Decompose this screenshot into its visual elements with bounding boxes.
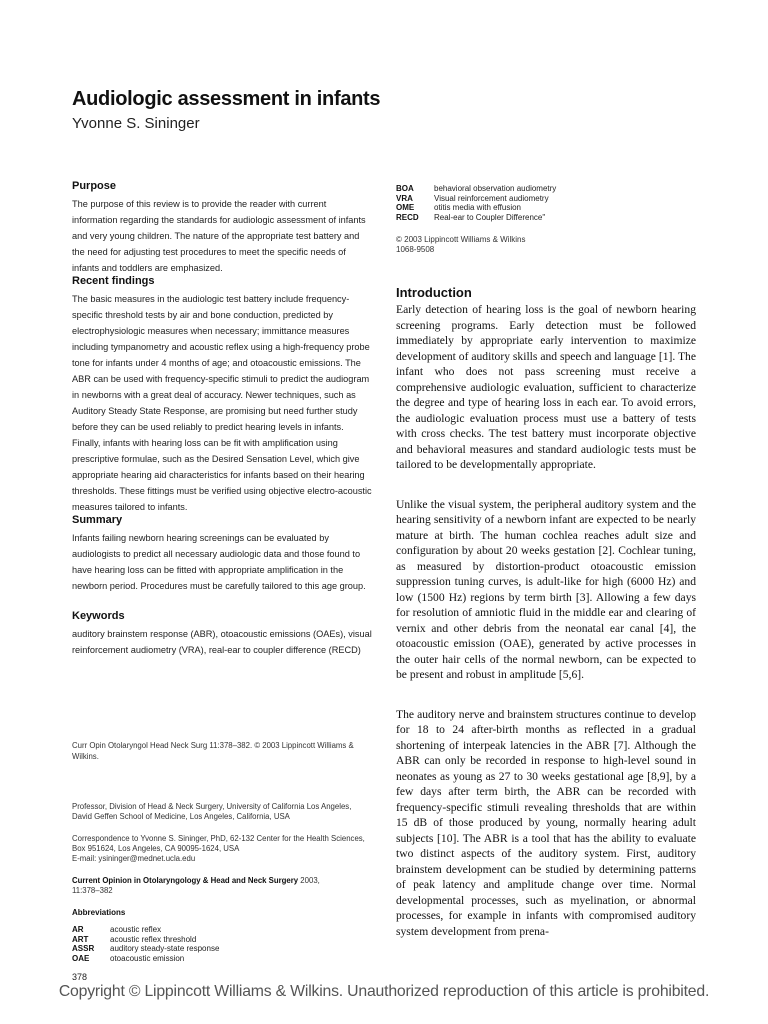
abbreviation-row bbox=[396, 213, 556, 223]
article-author: Yvonne S. Sininger bbox=[72, 115, 200, 132]
abbreviation-meaning: otoacoustic emission bbox=[110, 953, 185, 963]
abbreviation-code: VRA bbox=[396, 193, 413, 203]
citation-line: Curr Opin Otolaryngol Head Neck Surg 11:378–382. © 2003 Lippincott Williams & Wilkins. bbox=[72, 741, 354, 761]
abbreviation-code: AR bbox=[72, 925, 84, 934]
abbreviation-row bbox=[396, 194, 556, 204]
findings-text: The basic measures in the audiologic test battery include frequency-specific threshold tests by air and bone conduction, predicted by electrophysiologic measures when necessary; immittance measures including tympanometry and acoustic reflex using a high-frequency probe tone for infants under 4 months of age; and otoacoustic emissions. The ABR can be used with frequency-specific stimuli to predict the audiogram in newborns with a great deal of accuracy. Newer techniques, such as Auditory Steady State Response, are promising but need further study before they can be used reliably to predict hearing levels in infants. Finally, infants with hearing loss can be fit with amplification using prescriptive formulae, such as the Desired Sensation Level, which give appropriate hearing aid characteristics for infants based on their hearing thresholds. These fittings must be verified using objective electro-acoustic measures tailored to infants. bbox=[72, 294, 372, 512]
abbreviation-meaning: auditory steady-state response bbox=[110, 944, 220, 953]
abbreviation-code: OAE bbox=[72, 953, 90, 963]
abstract-column bbox=[72, 180, 372, 658]
abbreviation-code: ASSR bbox=[72, 944, 95, 953]
abbreviation-row bbox=[396, 203, 556, 213]
abbreviation-code: ART bbox=[72, 934, 89, 944]
findings-heading: Recent findings bbox=[72, 275, 155, 287]
abbreviation-code: OME bbox=[396, 203, 415, 212]
author-affiliation: Professor, Division of Head & Neck Surgery, University of California Los Angeles, David Geffen School of Medicine, Los Angeles, California, USA bbox=[72, 802, 352, 821]
body-paragraph: Early detection of hearing loss is the goal of newborn hearing screening programs. Early detection must be followed immediately by appropriate early intervention to maximize development of auditory skills and speech and language [1]. The infant who does not pass screening must receive a comprehensive audiologic evaluation, sufficient to characterize the degree and type of hearing loss in each ear. To avoid errors, the audiologic evaluation process must use a battery of tests with cross checks. The test battery must incorporate objective and behavioral measures and standard audiologic tests must be tailored to be developmentally appropriate. bbox=[396, 303, 696, 471]
abbreviation-meaning: acoustic reflex threshold bbox=[110, 934, 197, 944]
abbreviation-meaning: behavioral observation audiometry bbox=[434, 184, 557, 193]
abbreviations-list-right bbox=[396, 184, 556, 222]
copyright-notice-footer: Copyright © Lippincott Williams & Wilkins. Unauthorized reproduction of this article is prohibited. bbox=[58, 983, 710, 1000]
issn-line: 1068-9508 bbox=[396, 244, 435, 254]
journal-name: Current Opinion in Otolaryngology & Head and Neck Surgery bbox=[72, 876, 299, 885]
keywords-text: auditory brainstem response (ABR), otoacoustic emissions (OAEs), visual reinforcement audiometry (VRA), real-ear to coupler difference (RECD) bbox=[72, 629, 372, 655]
purpose-heading: Purpose bbox=[72, 180, 117, 192]
abbreviations-heading: Abbreviations bbox=[72, 908, 126, 917]
correspondence-address: Correspondence to Yvonne S. Sininger, PhD, 62-132 Center for the Health Sciences, Box 951624, Los Angeles, CA 90095-1624, USA bbox=[72, 834, 365, 853]
page-number: 378 bbox=[72, 972, 88, 982]
journal-reference bbox=[72, 876, 372, 896]
article-title: Audiologic assessment in infants bbox=[72, 88, 381, 110]
summary-heading: Summary bbox=[72, 514, 123, 526]
abbreviation-code: RECD bbox=[396, 212, 419, 222]
abbreviation-row bbox=[396, 184, 556, 194]
abbreviation-meaning: Real-ear to Coupler Difference" bbox=[434, 212, 546, 222]
summary-text: Infants failing newborn hearing screenings can be evaluated by audiologists to predict all necessary audiologic data and those found to have hearing loss can be fitted with appropriate amplification in the newborn period. Procedures must be carefully tailored to this age group. bbox=[72, 533, 366, 591]
correspondence-email: E-mail: ysininger@mednet.ucla.edu bbox=[72, 854, 196, 863]
abbreviation-meaning: acoustic reflex bbox=[110, 925, 162, 934]
correspondence-block bbox=[72, 834, 372, 864]
abbreviation-meaning: Visual reinforcement audiometry bbox=[434, 193, 549, 203]
abbreviation-code: BOA bbox=[396, 184, 414, 193]
journal-pages: 11:378–382 bbox=[72, 886, 113, 895]
abbreviation-meaning: otitis media with effusion bbox=[434, 203, 522, 212]
introduction-heading: Introduction bbox=[396, 285, 472, 300]
purpose-text: The purpose of this review is to provide the reader with current information regarding the standards for audiologic assessment of infants and very young children. The nature of the appropriate test battery and the need for adjusting test procedures to meet the specific needs of infants and toddlers are emphasized. bbox=[72, 199, 366, 273]
body-column bbox=[396, 302, 696, 963]
abbreviation-row bbox=[72, 954, 219, 964]
copyright-block bbox=[396, 235, 526, 254]
journal-year: 2003, bbox=[298, 876, 320, 885]
keywords-heading: Keywords bbox=[72, 610, 125, 622]
abbreviation-row bbox=[72, 935, 219, 945]
body-paragraph: The auditory nerve and brainstem structures continue to develop for 18 to 24 after-birth months as reflected in a gradual shortening of interpeak latencies in the ABR [7]. Although the ABR can only be recorded in response to high-level sound in neonates as young as 27 to 30 weeks gestational age [8,9], by a few days after term birth, the ABR can be recorded with frequency-specific stimuli revealing thresholds that are within 15 dB of those produced by young, normally hearing adult subjects [10]. The ABR is a tool that has the ability to evaluate two distinct aspects of the auditory system. First, auditory brainstem development can be studied by determining patterns of peak latency and amplitude change over time. Normal developmental processes, such as myelination, or abnormal processes, for example in infants with compromised auditory system development from prena- bbox=[396, 707, 696, 938]
abbreviation-row bbox=[72, 944, 219, 954]
abbreviation-row bbox=[72, 925, 219, 935]
body-paragraph: Unlike the visual system, the peripheral auditory system and the hearing sensitivity of a newborn infant are expected to be nearly mature at birth. The human cochlea reaches adult size and configuration by about 20 weeks gestation [2]. Cochlear tuning, as measured by distortion-product otoacoustic emission suppression tuning curves, is adult-like for high (6000 Hz) and low (1500 Hz) regions by term birth [3]. Allowing a few days for resolution of amniotic fluid in the middle ear and clearing of vernix and other debris from the neonatal ear canal [4], the otoacoustic emission (OAE), generated by active processes in the outer hair cells of the normal newborn, can be expected to be present and robust in amplitude [5,6]. bbox=[396, 497, 696, 681]
copyright-line: © 2003 Lippincott Williams & Wilkins bbox=[396, 235, 526, 244]
abbreviations-list-left bbox=[72, 925, 219, 963]
